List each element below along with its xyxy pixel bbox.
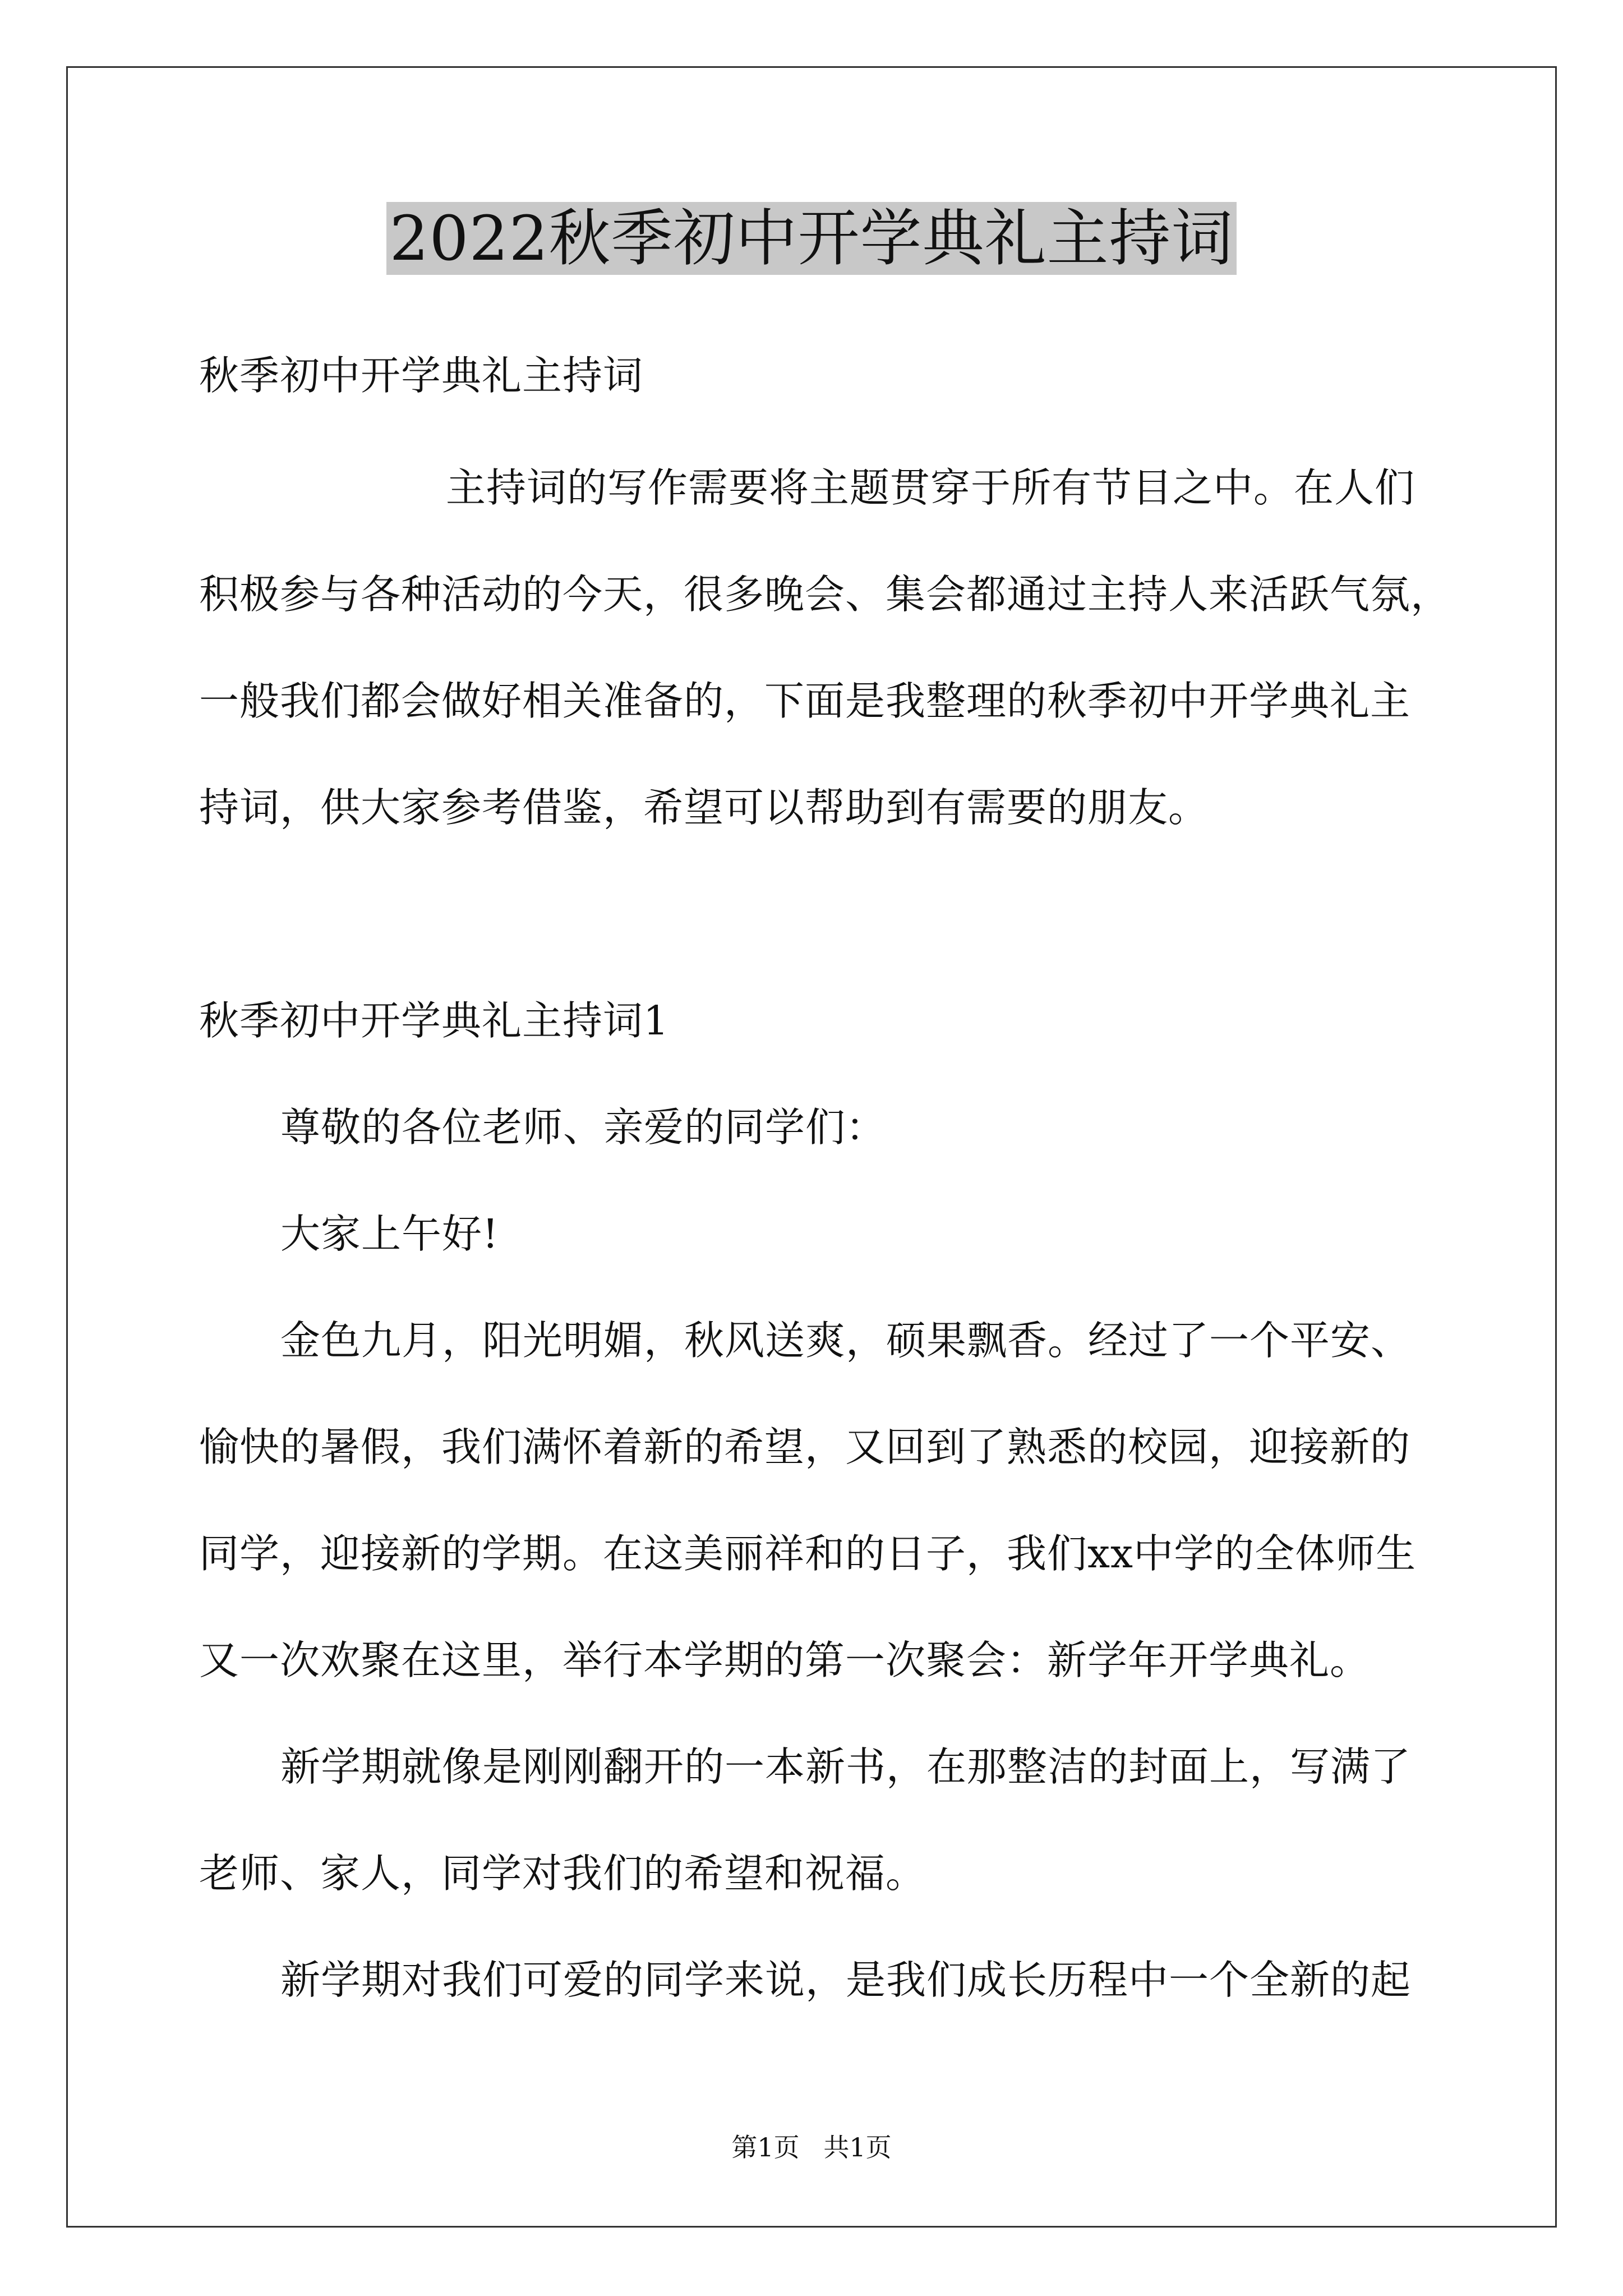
- section-heading: 秋季初中开学典礼主持词1: [199, 997, 670, 1044]
- paragraph-line: 持词，供大家参考借鉴，希望可以帮助到有需要的朋友。: [199, 784, 1209, 831]
- title-container: [0, 202, 1623, 275]
- paragraph-line: 一般我们都会做好相关准备的，下面是我整理的秋季初中开学典礼主: [199, 678, 1411, 724]
- paragraph-line: 尊敬的各位老师、亲爱的同学们：: [280, 1104, 887, 1151]
- page-total: 共1页: [823, 2132, 892, 2162]
- paragraph-line: 老师、家人，同学对我们的希望和祝福。: [199, 1850, 926, 1897]
- paragraph-line: 又一次欢聚在这里，举行本学期的第一次聚会：新学年开学典礼。: [199, 1637, 1371, 1683]
- document-title: 2022秋季初中开学典礼主持词: [386, 202, 1237, 275]
- page-footer: [0, 2132, 1623, 2163]
- page-number: 第1页: [731, 2132, 800, 2162]
- paragraph-line: 新学期对我们可爱的同学来说，是我们成长历程中一个全新的起: [280, 1957, 1412, 2003]
- paragraph-line: 愉快的暑假，我们满怀着新的希望，又回到了熟悉的校园，迎接新的: [199, 1424, 1411, 1470]
- paragraph-line: 新学期就像是刚刚翻开的一本新书，在那整洁的封面上，写满了: [280, 1743, 1412, 1790]
- paragraph-line: 金色九月，阳光明媚，秋风送爽，硕果飘香。经过了一个平安、: [280, 1317, 1412, 1364]
- paragraph-line: 主持词的写作需要将主题贯穿于所有节目之中。在人们: [446, 464, 1415, 511]
- paragraph-line: 大家上午好!: [280, 1211, 499, 1257]
- section-heading: 秋季初中开学典礼主持词: [199, 352, 644, 399]
- paragraph-line: 积极参与各种活动的今天，很多晚会、集会都通过主持人来活跃气氛，: [199, 571, 1451, 618]
- paragraph-line: 同学，迎接新的学期。在这美丽祥和的日子，我们xx中学的全体师生: [199, 1530, 1417, 1577]
